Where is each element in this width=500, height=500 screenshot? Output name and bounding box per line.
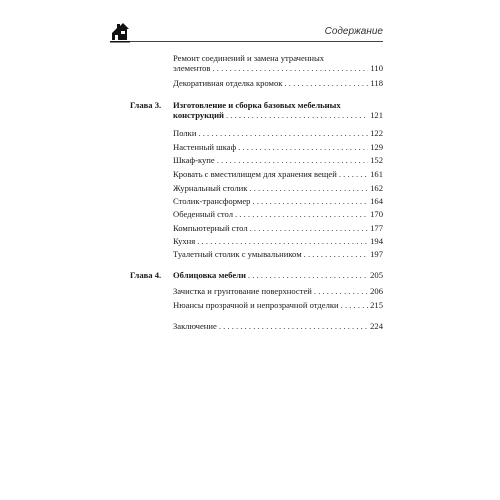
header-rule — [130, 41, 383, 42]
page-number: 162 — [370, 183, 383, 193]
leader-dots — [197, 236, 368, 246]
toc-entry[interactable] — [130, 286, 383, 296]
leader-dots — [249, 183, 368, 193]
toc-entry[interactable] — [130, 78, 383, 88]
leader-dots — [284, 78, 368, 88]
leader-dots — [304, 249, 368, 259]
leader-dots — [250, 223, 368, 233]
toc-title: Туалетный столик с умывальником — [173, 249, 302, 259]
toc-entry[interactable] — [130, 196, 383, 206]
toc-entry[interactable] — [130, 169, 383, 179]
toc-entry[interactable] — [130, 270, 383, 280]
toc-title: Облицовка мебели — [173, 270, 246, 280]
leader-dots — [252, 196, 368, 206]
toc-entry[interactable] — [130, 209, 383, 219]
leader-dots — [339, 169, 368, 179]
page-number: 129 — [370, 142, 383, 152]
toc-title: Настенный шкаф — [173, 142, 237, 152]
toc-entry[interactable] — [130, 183, 383, 193]
page-number: 215 — [370, 300, 383, 310]
toc-title: Заключение — [173, 321, 217, 331]
toc-title: Декоративная отделка кромок — [173, 78, 283, 88]
page-number: 122 — [370, 128, 383, 138]
leader-dots — [314, 286, 368, 296]
toc-title: Журнальный столик — [173, 183, 248, 193]
leader-dots — [235, 209, 368, 219]
page-number: 194 — [370, 236, 383, 246]
toc-entry[interactable] — [130, 300, 383, 310]
toc-title: Кровать с вместилищем для хранения вещей — [173, 169, 337, 179]
leader-dots — [226, 110, 368, 120]
toc-entry[interactable] — [130, 53, 383, 74]
chapter-label: Глава 3. — [130, 100, 162, 110]
toc-title-line: Изготовление и сборка базовых мебельных — [173, 100, 341, 110]
toc-entry[interactable] — [130, 142, 383, 152]
page-number: 118 — [370, 78, 383, 88]
toc-title: Обеденный стол — [173, 209, 234, 219]
toc-title: Компьютерный стол — [173, 223, 248, 233]
toc-entry[interactable] — [130, 128, 383, 138]
toc-title-line: Ремонт соединений и замена утраченных — [173, 53, 325, 63]
toc-title: Кухня — [173, 236, 196, 246]
leader-dots — [219, 321, 368, 331]
leader-dots — [248, 270, 368, 280]
page-number: 110 — [370, 63, 383, 74]
toc-title: Столик-трансформер — [173, 196, 251, 206]
page-number: 197 — [370, 249, 383, 259]
publisher-logo-icon — [108, 20, 132, 44]
toc-entry[interactable] — [130, 223, 383, 233]
toc-title: элементов — [173, 63, 211, 74]
running-head: Содержание — [324, 26, 383, 37]
leader-dots — [217, 155, 368, 165]
chapter-label: Глава 4. — [130, 270, 162, 280]
leader-dots — [341, 300, 368, 310]
leader-dots — [198, 128, 368, 138]
page-number: 177 — [370, 223, 383, 233]
page-number: 121 — [370, 110, 383, 121]
page-number: 170 — [370, 209, 383, 219]
toc-title: Полки — [173, 128, 197, 138]
toc-entry[interactable] — [130, 249, 383, 259]
page-number: 205 — [370, 270, 383, 280]
page-number: 206 — [370, 286, 383, 296]
toc-entry[interactable] — [130, 321, 383, 331]
leader-dots — [238, 142, 368, 152]
toc-title: Шкаф-купе — [173, 155, 215, 165]
toc-title: Зачистка и грунтование поверхностей — [173, 286, 312, 296]
toc-entry[interactable] — [130, 100, 383, 121]
toc-title: конструкций — [173, 110, 224, 121]
toc-entry[interactable] — [130, 155, 383, 165]
toc-entry[interactable] — [130, 236, 383, 246]
page-number: 152 — [370, 155, 383, 165]
page-number: 164 — [370, 196, 383, 206]
leader-dots — [212, 63, 368, 73]
page-number: 224 — [370, 321, 383, 331]
page-number: 161 — [370, 169, 383, 179]
toc-title: Нюансы прозрачной и непрозрачной отделки — [173, 300, 339, 310]
